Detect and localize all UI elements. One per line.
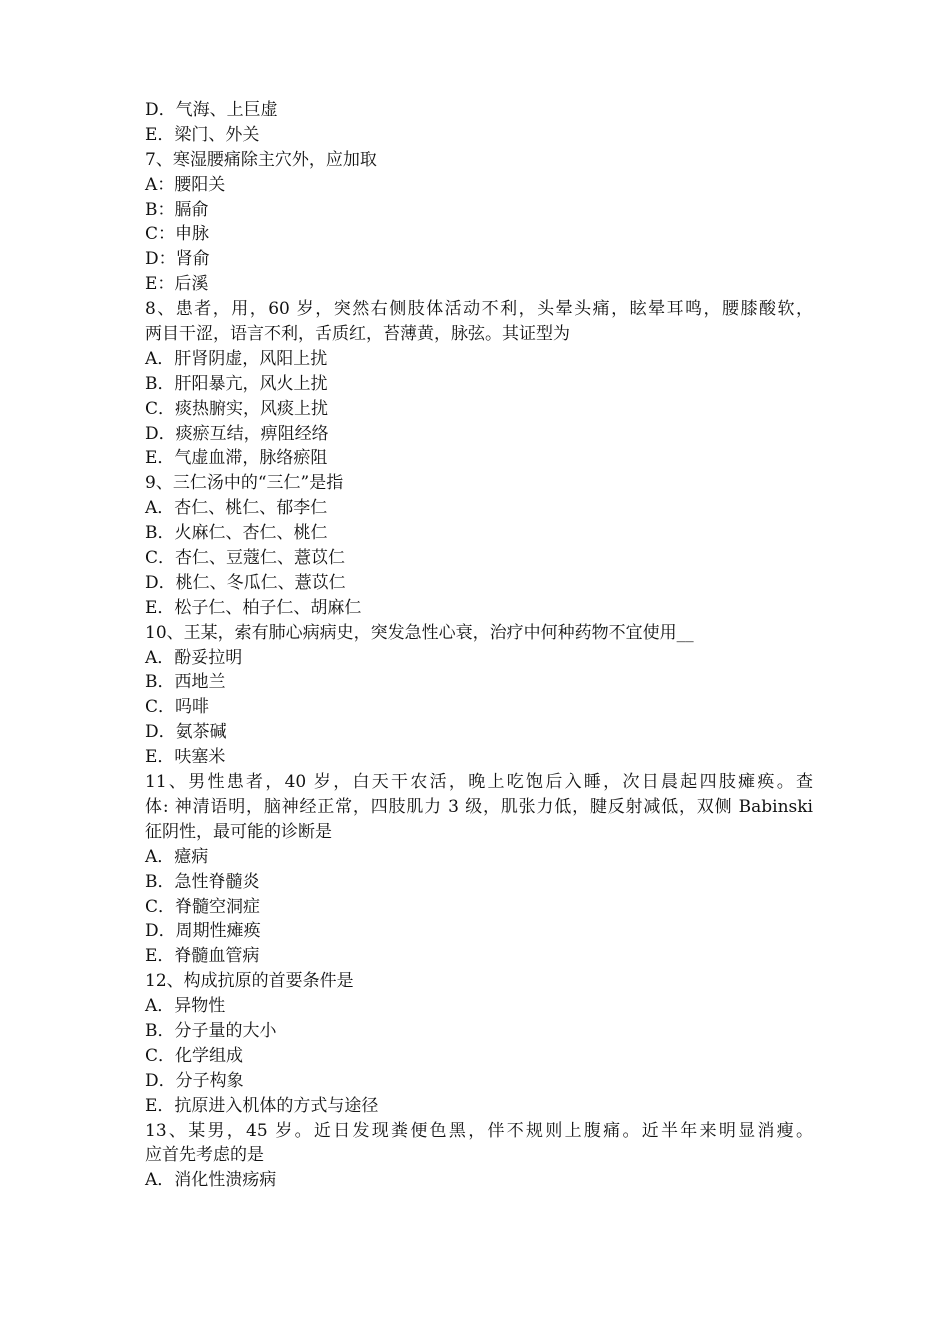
text-line: D．痰瘀互结，痹阻经络 (145, 423, 329, 444)
question-11: 11、男性患者，40 岁，白天干农活，晚上吃饱后入睡，次日晨起四肢瘫痪。查 (145, 772, 813, 793)
text-line: C．脊髓空洞症 (145, 896, 261, 917)
question-13: 13、某男，45 岁。近日发现粪便色黑，伴不规则上腹痛。近半年来明显消瘦。 (145, 1120, 813, 1141)
text-line: C．化学组成 (145, 1045, 244, 1066)
text-line: E．气虚血滞，脉络瘀阻 (145, 448, 328, 469)
text-line: A．肝肾阴虚，风阳上扰 (145, 348, 328, 369)
question-9: 9、三仁汤中的“三仁”是指 (145, 473, 344, 494)
text-line: E．抗原进入机体的方式与途径 (145, 1095, 379, 1116)
text-line: C．痰热腑实，风痰上扰 (145, 398, 329, 419)
text-line: B．分子量的大小 (145, 1020, 277, 1041)
text-line: B．急性脊髓炎 (145, 871, 260, 892)
text-line: A．消化性溃疡病 (145, 1170, 277, 1191)
question-7: 7、寒湿腰痛除主穴外，应加取 (145, 149, 377, 170)
text-line: D．氨茶碱 (145, 722, 227, 743)
text-line: D：肾俞 (145, 249, 210, 270)
text-line: D．分子构象 (145, 1070, 244, 1091)
text-line: 征阴性，最可能的诊断是 (145, 821, 332, 842)
text-line: C：申脉 (145, 224, 210, 245)
document-page (145, 98, 813, 1193)
question-12: 12、构成抗原的首要条件是 (145, 971, 354, 992)
text-line: D．桃仁、冬瓜仁、薏苡仁 (145, 572, 346, 593)
text-line: E．脊髓血管病 (145, 946, 260, 967)
text-line: C．杏仁、豆蔻仁、薏苡仁 (145, 548, 346, 569)
question-8: 8、患者，用，60 岁，突然右侧肢体活动不利，头晕头痛，眩晕耳鸣，腰膝酸软， (145, 299, 813, 320)
text-line: B．肝阳暴亢，风火上扰 (145, 373, 328, 394)
question-10: 10、王某，索有肺心病病史，突发急性心衰，治疗中何种药物不宜使用__ (145, 622, 694, 643)
text-line: E：后溪 (145, 274, 209, 295)
text-line: B：膈俞 (145, 199, 209, 220)
text-line: E．松子仁、柏子仁、胡麻仁 (145, 597, 362, 618)
text-line: 应首先考虑的是 (145, 1145, 264, 1166)
text-line: C．吗啡 (145, 697, 210, 718)
text-line: A．杏仁、桃仁、郁李仁 (145, 498, 328, 519)
text-line: A．异物性 (145, 996, 226, 1017)
text-line: A．酚妥拉明 (145, 647, 243, 668)
text-line: 体: 神清语明，脑神经正常，四肢肌力 3 级，肌张力低，腱反射减低，双侧 Babinski (145, 796, 813, 817)
text-line: B．火麻仁、杏仁、桃仁 (145, 523, 328, 544)
text-line: E．呋塞米 (145, 747, 226, 768)
text-line: A：腰阳关 (145, 174, 226, 195)
text-line: E．梁门、外关 (145, 124, 260, 145)
text-line: 两目干涩，语言不利，舌质红，苔薄黄，脉弦。其证型为 (145, 324, 570, 345)
text-line: D．气海、上巨虚 (145, 100, 278, 120)
text-line: A．癔病 (145, 846, 209, 867)
text-line: D．周期性瘫痪 (145, 921, 261, 942)
text-line: B．西地兰 (145, 672, 226, 693)
